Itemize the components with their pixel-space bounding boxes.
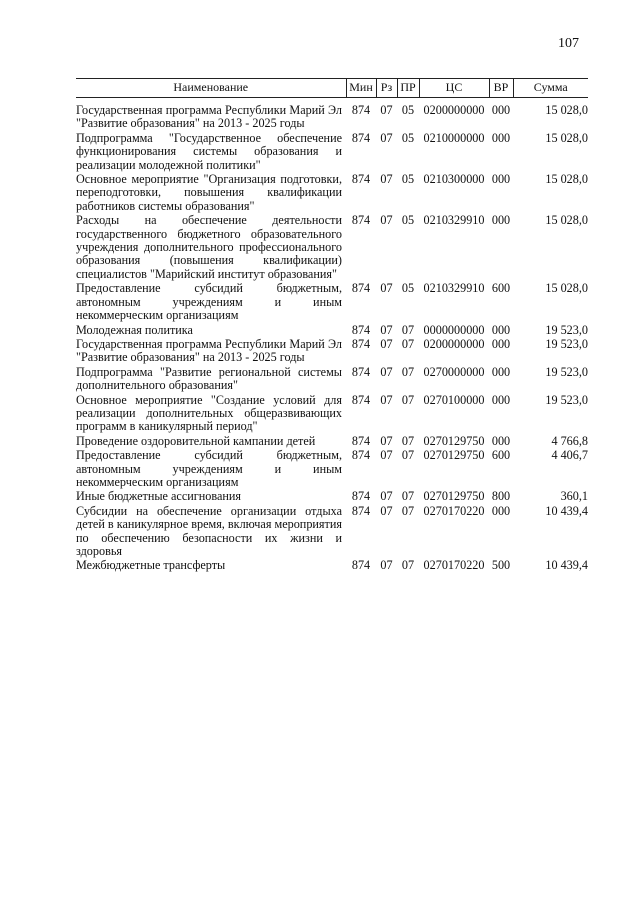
cell-pr: 05 (401, 130, 415, 145)
cell-vr: 000 (491, 336, 511, 351)
cell-cs: 0270100000 (423, 392, 485, 407)
cell-rz: 07 (380, 489, 393, 504)
cell-rz: 07 (380, 433, 393, 448)
cell-vr: 000 (491, 392, 511, 407)
cell-cs: 0200000000 (423, 336, 485, 351)
cell-rz: 07 (380, 281, 393, 296)
cell-pr: 07 (401, 503, 415, 518)
cell-pr: 07 (401, 558, 415, 573)
cell-vr: 000 (491, 130, 511, 145)
cell-rz: 07 (380, 322, 393, 337)
table-row (76, 282, 588, 323)
table-row (76, 173, 588, 214)
cell-name: Субсидии на обеспечение организации отдыха детей в каникулярное время, включая мероприятия по обеспечению безопасности их жизни и здоровья (76, 503, 342, 558)
cell-pr: 07 (401, 448, 415, 463)
cell-sum: 15 028,0 (545, 281, 588, 296)
table-row (76, 394, 588, 435)
table-row (76, 366, 588, 394)
cell-min: 874 (351, 392, 371, 407)
cell-min: 874 (351, 503, 371, 518)
cell-vr: 000 (491, 172, 511, 187)
table-row (76, 435, 588, 449)
cell-pr: 07 (401, 336, 415, 351)
cell-cs: 0210329910 (423, 213, 485, 228)
table-header-row (76, 79, 588, 98)
cell-name: Предоставление субсидий бюджетным, автономным учреждениям и иным некоммерческим организациям (76, 281, 342, 323)
cell-rz: 07 (380, 392, 393, 407)
cell-cs: 0270129750 (423, 433, 485, 448)
cell-name: Иные бюджетные ассигнования (76, 489, 242, 504)
cell-sum: 15 028,0 (545, 172, 588, 187)
cell-vr: 000 (491, 433, 511, 448)
cell-pr: 05 (401, 213, 415, 228)
cell-vr: 600 (491, 448, 511, 463)
cell-name: Межбюджетные трансферты (76, 558, 226, 573)
cell-vr: 000 (491, 103, 511, 117)
cell-sum: 15 028,0 (545, 130, 588, 145)
cell-vr: 600 (491, 281, 511, 296)
cell-min: 874 (351, 336, 371, 351)
cell-vr: 000 (491, 364, 511, 379)
cell-min: 874 (351, 448, 371, 463)
cell-pr: 07 (401, 364, 415, 379)
cell-sum: 15 028,0 (545, 213, 588, 228)
cell-min: 874 (351, 558, 371, 573)
cell-pr: 07 (401, 489, 415, 504)
cell-sum: 4 406,7 (551, 448, 588, 463)
cell-cs: 0270170220 (423, 503, 485, 518)
table-row (76, 505, 588, 560)
cell-sum: 15 028,0 (545, 103, 588, 117)
cell-cs: 0200000000 (423, 103, 485, 117)
cell-name: Государственная программа Республики Марий Эл "Развитие образования" на 2013 - 2025 годы (76, 103, 342, 131)
header-sum: Сумма (513, 79, 588, 98)
table-row (76, 214, 588, 282)
cell-name: Подпрограмма "Развитие региональной системы дополнительного образования" (76, 364, 342, 393)
table-row (76, 449, 588, 490)
cell-rz: 07 (380, 172, 393, 187)
cell-sum: 360,1 (560, 489, 588, 504)
cell-vr: 000 (491, 213, 511, 228)
cell-name: Расходы на обеспечение деятельности государственного бюджетного образовательного учреждения дополнительного профессионального образования (повышения квалификации) специалистов "Марийский институт образования" (76, 213, 342, 281)
cell-name: Проведение оздоровительной кампании детей (76, 433, 316, 448)
header-cs: ЦС (419, 79, 489, 98)
header-name: Наименование (76, 79, 346, 98)
cell-sum: 10 439,4 (545, 558, 588, 573)
cell-pr: 05 (401, 172, 415, 187)
cell-cs: 0270129750 (423, 448, 485, 463)
header-pr: ПР (397, 79, 419, 98)
cell-pr: 07 (401, 322, 415, 337)
cell-rz: 07 (380, 336, 393, 351)
page-number: 107 (558, 36, 579, 51)
table-row (76, 559, 588, 573)
cell-rz: 07 (380, 364, 393, 379)
cell-sum: 4 766,8 (551, 433, 588, 448)
cell-name: Основное мероприятие "Создание условий для реализации дополнительных общеразвивающих программ в каникулярный период" (76, 392, 342, 434)
cell-rz: 07 (380, 103, 393, 117)
cell-sum: 19 523,0 (545, 392, 588, 407)
cell-pr: 05 (401, 281, 415, 296)
cell-min: 874 (351, 322, 371, 337)
cell-sum: 19 523,0 (545, 322, 588, 337)
header-rz: Рз (376, 79, 397, 98)
cell-pr: 07 (401, 433, 415, 448)
cell-name: Молодежная политика (76, 322, 193, 337)
cell-cs: 0270000000 (423, 364, 485, 379)
cell-cs: 0270170220 (423, 558, 485, 573)
cell-cs: 0000000000 (423, 322, 485, 337)
table-row (76, 338, 588, 366)
cell-vr: 000 (491, 503, 511, 518)
cell-vr: 000 (491, 322, 511, 337)
cell-pr: 05 (401, 103, 415, 117)
table-row (76, 490, 588, 504)
cell-cs: 0210300000 (423, 172, 485, 187)
table-row (76, 324, 588, 338)
cell-min: 874 (351, 172, 371, 187)
cell-min: 874 (351, 103, 371, 117)
cell-rz: 07 (380, 130, 393, 145)
cell-min: 874 (351, 364, 371, 379)
cell-min: 874 (351, 213, 371, 228)
cell-sum: 19 523,0 (545, 364, 588, 379)
table-row (76, 104, 588, 132)
cell-rz: 07 (380, 558, 393, 573)
cell-name: Предоставление субсидий бюджетным, автономным учреждениям и иным некоммерческим организациям (76, 448, 342, 489)
cell-vr: 500 (491, 558, 511, 573)
cell-sum: 10 439,4 (545, 503, 588, 518)
cell-rz: 07 (380, 448, 393, 463)
budget-table (76, 78, 588, 574)
header-vr: ВР (489, 79, 513, 98)
cell-rz: 07 (380, 213, 393, 228)
cell-min: 874 (351, 281, 371, 296)
cell-min: 874 (351, 130, 371, 145)
table-row (76, 132, 588, 173)
cell-name: Государственная программа Республики Марий Эл "Развитие образования" на 2013 - 2025 годы (76, 336, 342, 365)
header-min: Мин (346, 79, 376, 98)
cell-name: Основное мероприятие "Организация подготовки, переподготовки, повышения квалификации работников системы образования" (76, 172, 342, 213)
cell-min: 874 (351, 489, 371, 504)
cell-cs: 0210000000 (423, 130, 485, 145)
cell-vr: 800 (491, 489, 511, 504)
cell-cs: 0210329910 (423, 281, 485, 296)
cell-cs: 0270129750 (423, 489, 485, 504)
cell-pr: 07 (401, 392, 415, 407)
cell-min: 874 (351, 433, 371, 448)
cell-rz: 07 (380, 503, 393, 518)
cell-name: Подпрограмма "Государственное обеспечение функционирования системы образования и реализации молодежной политики" (76, 130, 342, 172)
cell-sum: 19 523,0 (545, 336, 588, 351)
